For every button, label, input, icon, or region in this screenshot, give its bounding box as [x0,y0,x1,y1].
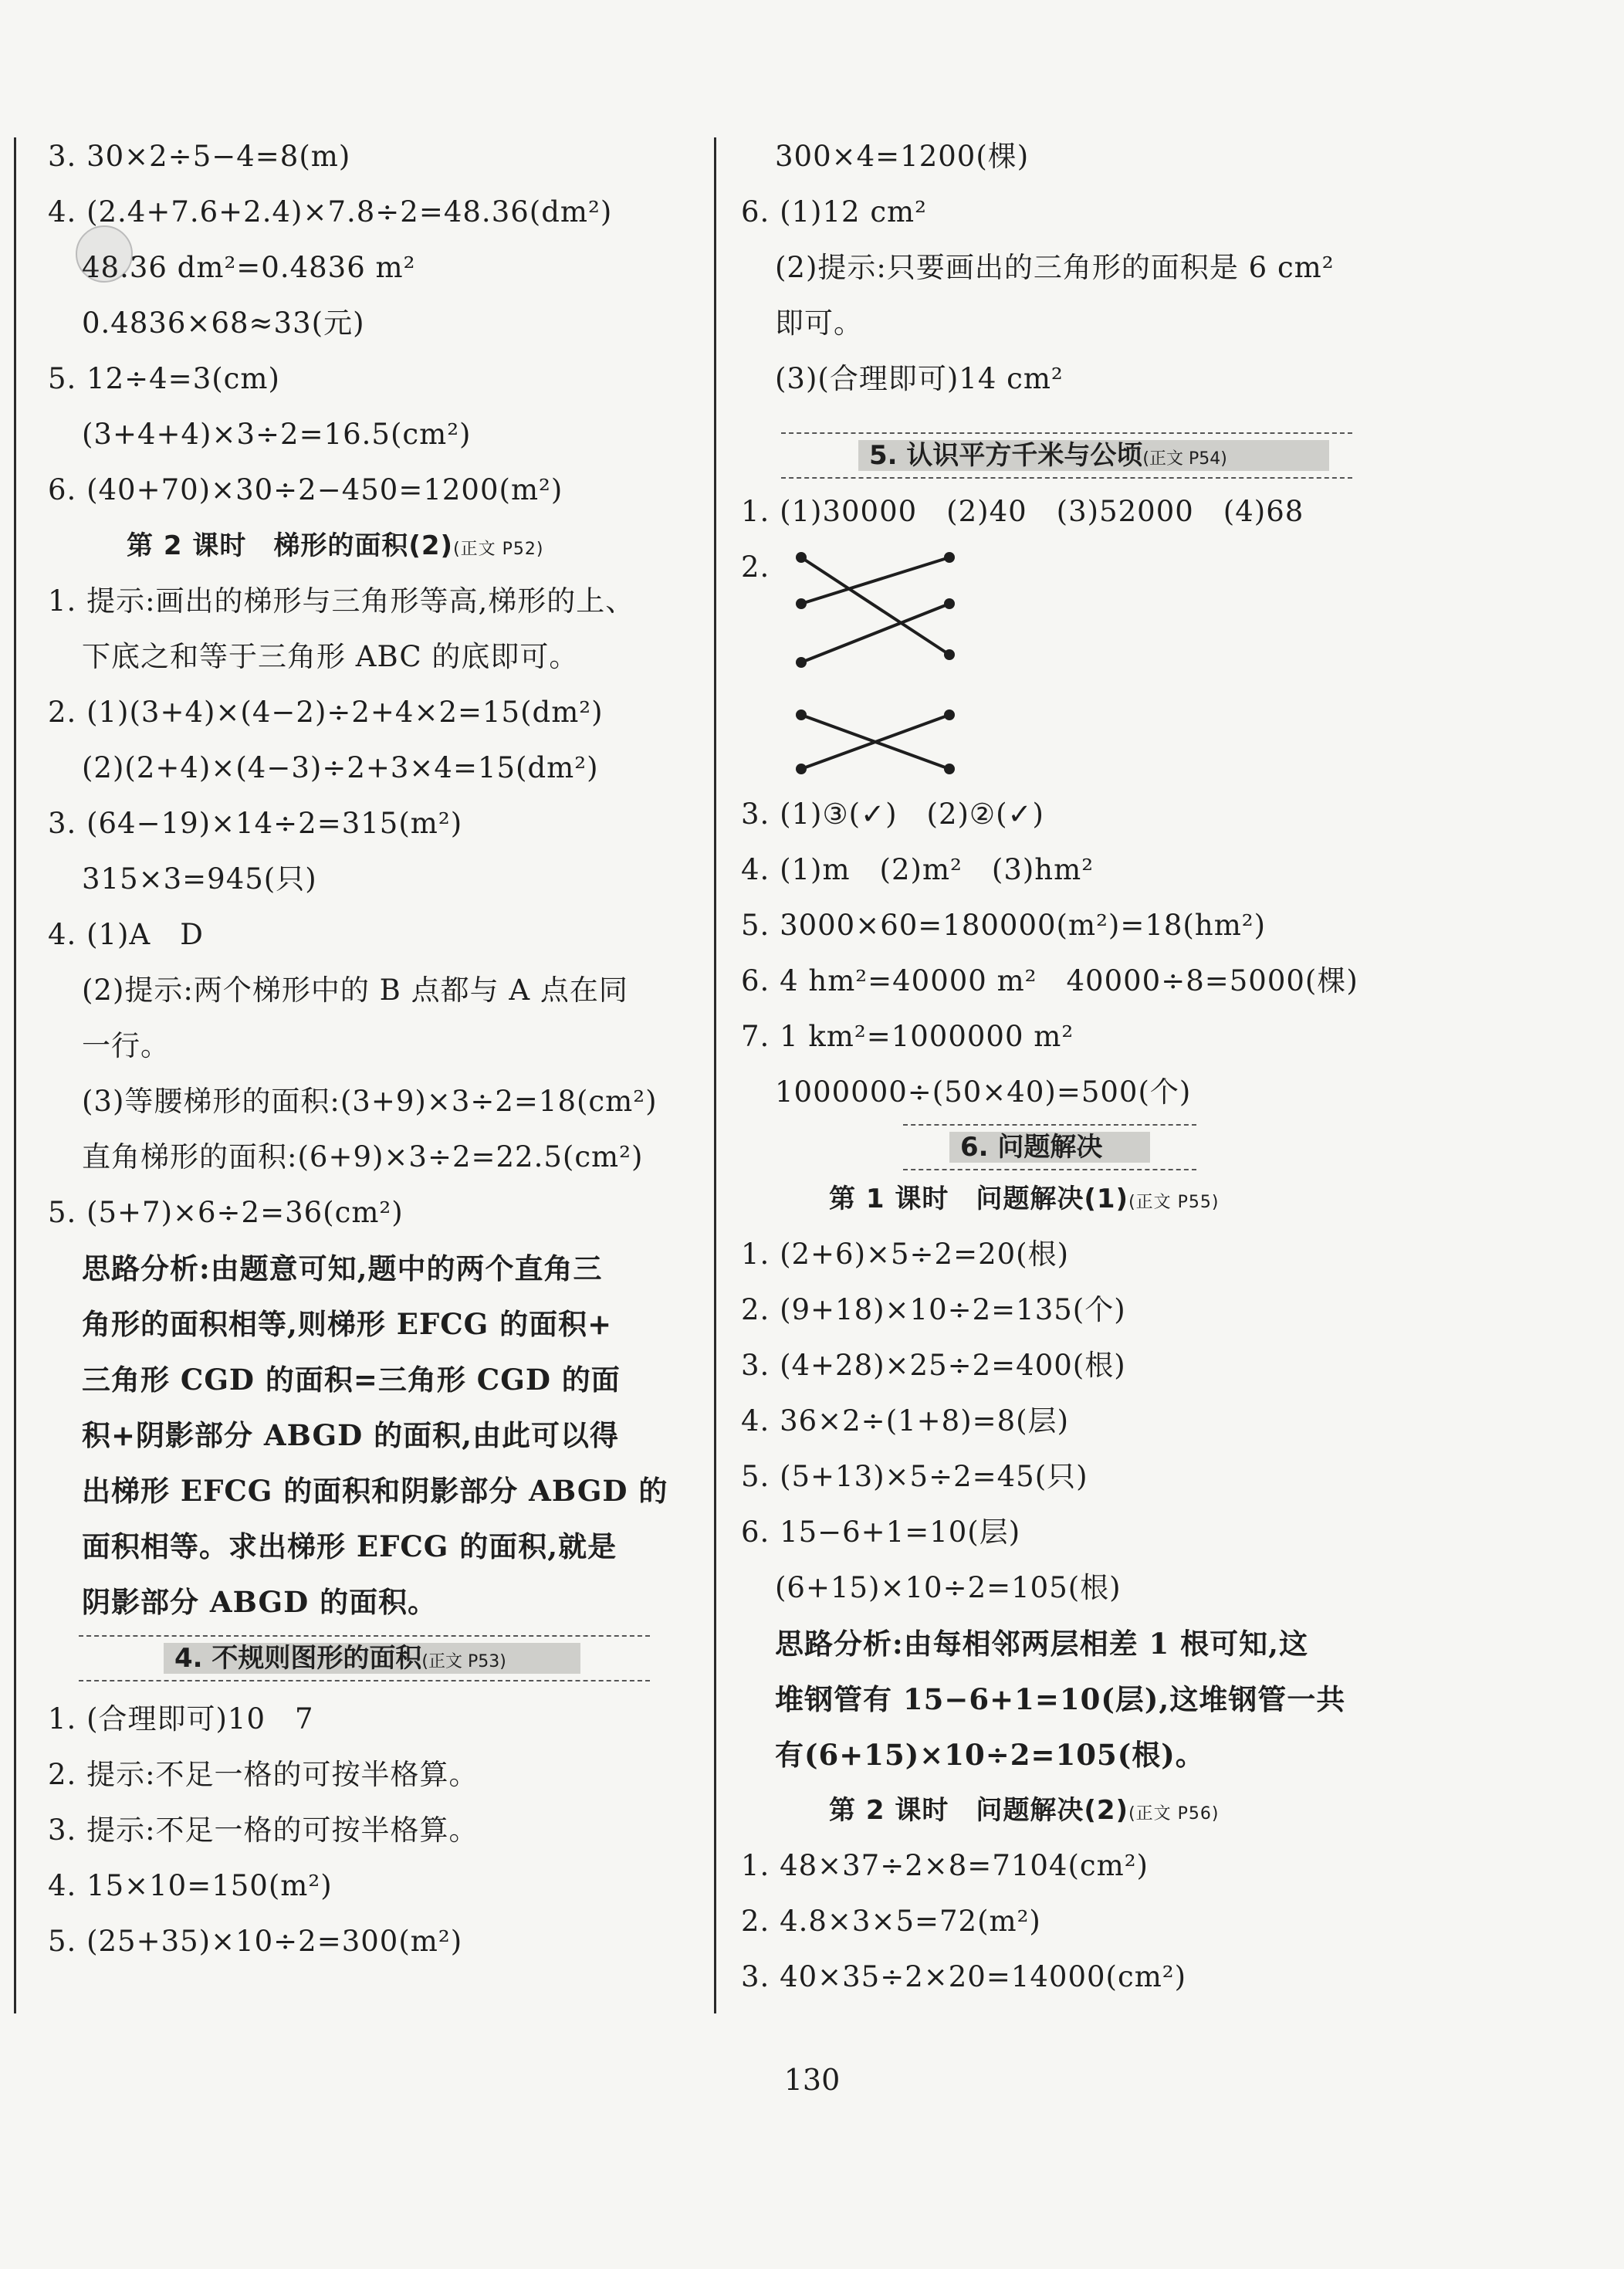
match-dot [944,552,955,563]
match-line [801,557,949,604]
answer-line: 4. 15×10=150(m²) [48,1869,333,1902]
answer-line: 3. 提示:不足一格的可按半格算。 [48,1814,479,1847]
match-dot [944,598,955,609]
answer-line: 直角梯形的面积:(6+9)×3÷2=22.5(cm²) [82,1140,644,1173]
answer-line: 下底之和等于三角形 ABC 的底即可。 [82,640,579,673]
analysis-line: 三角形 CGD 的面积=三角形 CGD 的面 [82,1363,621,1397]
answer-line: 6. 15−6+1=10(层) [741,1515,1021,1549]
answer-line: 1. 提示:画出的梯形与三角形等高,梯形的上、 [48,584,635,618]
answer-line: 5. (5+13)×5÷2=45(只) [741,1460,1088,1493]
lesson-ref: (正文 P52) [453,540,544,559]
section-ref: (正文 P54) [1142,449,1227,469]
answer-line: 5. (25+35)×10÷2=300(m²) [48,1925,463,1958]
lesson-title: 第 2 课时 问题解决(2) [829,1795,1129,1826]
answer-line: 3. (1)③(✓) (2)②(✓) [741,798,1044,831]
match-dot [796,598,807,609]
page-number: 130 [783,2063,841,2097]
answer-line: 2. 提示:不足一格的可按半格算。 [48,1758,479,1791]
answer-line: 2. 4.8×3×5=72(m²) [741,1905,1041,1938]
analysis-line: 有(6+15)×10÷2=105(根)。 [775,1738,1205,1772]
match-dot [796,657,807,668]
answer-line: 0.4836×68≈33(元) [82,306,365,340]
analysis-line: 面积相等。求出梯形 EFCG 的面积,就是 [82,1529,617,1563]
lesson-heading [127,527,544,569]
answer-line: (3)(合理即可)14 cm² [775,362,1064,395]
answer-line: 315×3=945(只) [82,862,317,896]
answer-line: 2. (9+18)×10÷2=135(个) [741,1293,1126,1326]
match-dot [796,764,807,774]
answer-line: (2)提示:两个梯形中的 B 点都与 A 点在同 [82,974,628,1007]
answer-line: 1. (1)30000 (2)40 (3)52000 (4)68 [741,495,1304,528]
matching-lines-diagram [793,542,963,781]
section-band [949,1132,1150,1163]
answer-line: 1. 48×37÷2×8=7104(cm²) [741,1849,1149,1882]
analysis-line: 角形的面积相等,则梯形 EFCG 的面积+ [82,1307,613,1341]
answer-line: 即可。 [775,306,863,340]
answer-line: (2)(2+4)×(4−3)÷2+3×4=15(dm²) [82,751,599,784]
answer-line: 5. 12÷4=3(cm) [48,362,280,395]
column-divider [714,137,716,2013]
lesson-title: 第 1 课时 问题解决(1) [829,1184,1129,1214]
answer-line: 4. 36×2÷(1+8)=8(层) [741,1404,1070,1438]
answer-line: 3. (4+28)×25÷2=400(根) [741,1349,1126,1382]
answer-line: 1. (2+6)×5÷2=20(根) [741,1238,1070,1271]
answer-line: 3. 30×2÷5−4=8(m) [48,140,351,173]
answer-line: 2. [741,550,770,584]
analysis-line: 思路分析:由题意可知,题中的两个直角三 [82,1251,603,1285]
answer-line: 4. (1)m (2)m² (3)hm² [741,853,1095,886]
section-header [903,1124,1196,1170]
match-dot [944,709,955,720]
answer-line: 48.36 dm²=0.4836 m² [82,251,416,284]
answer-line: 1. (合理即可)10 7 [48,1702,314,1736]
analysis-line: 思路分析:由每相邻两层相差 1 根可知,这 [775,1627,1309,1661]
lesson-heading [829,1791,1220,1834]
answer-line: 3. (64−19)×14÷2=315(m²) [48,807,463,840]
answer-line: (2)提示:只要画出的三角形的面积是 6 cm² [775,251,1335,284]
analysis-line: 堆钢管有 15−6+1=10(层),这堆钢管一共 [775,1682,1346,1716]
match-dot [944,764,955,774]
analysis-line: 阴影部分 ABGD 的面积。 [82,1585,438,1619]
analysis-line: 积+阴影部分 ABGD 的面积,由此可以得 [82,1418,619,1452]
match-line [801,604,949,662]
answer-line: 1000000÷(50×40)=500(个) [775,1075,1192,1109]
match-line [801,557,949,655]
answer-line: 2. (1)(3+4)×(4−2)÷2+4×2=15(dm²) [48,696,604,729]
answer-line: 一行。 [82,1029,170,1062]
left-margin-rule [14,137,16,2013]
answer-line: 5. 3000×60=180000(m²)=18(hm²) [741,909,1267,942]
section-ref: (正文 P53) [421,1652,506,1671]
match-dot [796,552,807,563]
lesson-heading [829,1180,1220,1222]
section-band [164,1643,580,1674]
section-title: 5. 认识平方千米与公顷 [869,440,1143,471]
section-header [79,1635,650,1681]
answer-line: (6+15)×10÷2=105(根) [775,1571,1122,1604]
answer-line: 6. (1)12 cm² [741,195,927,229]
answer-line: 5. (5+7)×6÷2=36(cm²) [48,1196,404,1229]
lesson-ref: (正文 P56) [1128,1804,1220,1824]
answer-line: 4. (1)A D [48,918,204,951]
match-dot [796,709,807,720]
answer-line: 7. 1 km²=1000000 m² [741,1020,1074,1053]
analysis-line: 出梯形 EFCG 的面积和阴影部分 ABGD 的 [82,1474,668,1508]
section-title: 6. 问题解决 [960,1132,1103,1163]
answer-line: 3. 40×35÷2×20=14000(cm²) [741,1960,1187,1993]
answer-line: (3)等腰梯形的面积:(3+9)×3÷2=18(cm²) [82,1085,658,1118]
answer-line: 300×4=1200(棵) [775,140,1030,173]
lesson-title: 第 2 课时 梯形的面积(2) [127,530,454,561]
answer-line: 6. (40+70)×30÷2−450=1200(m²) [48,473,563,506]
answer-line: 6. 4 hm²=40000 m² 40000÷8=5000(棵) [741,964,1358,997]
section-title: 4. 不规则图形的面积 [174,1643,422,1674]
match-dot [944,649,955,660]
answer-line: (3+4+4)×3÷2=16.5(cm²) [82,418,472,451]
section-band [858,440,1329,471]
answer-line: 4. (2.4+7.6+2.4)×7.8÷2=48.36(dm²) [48,195,613,229]
lesson-ref: (正文 P55) [1128,1193,1220,1212]
section-header [781,432,1352,479]
